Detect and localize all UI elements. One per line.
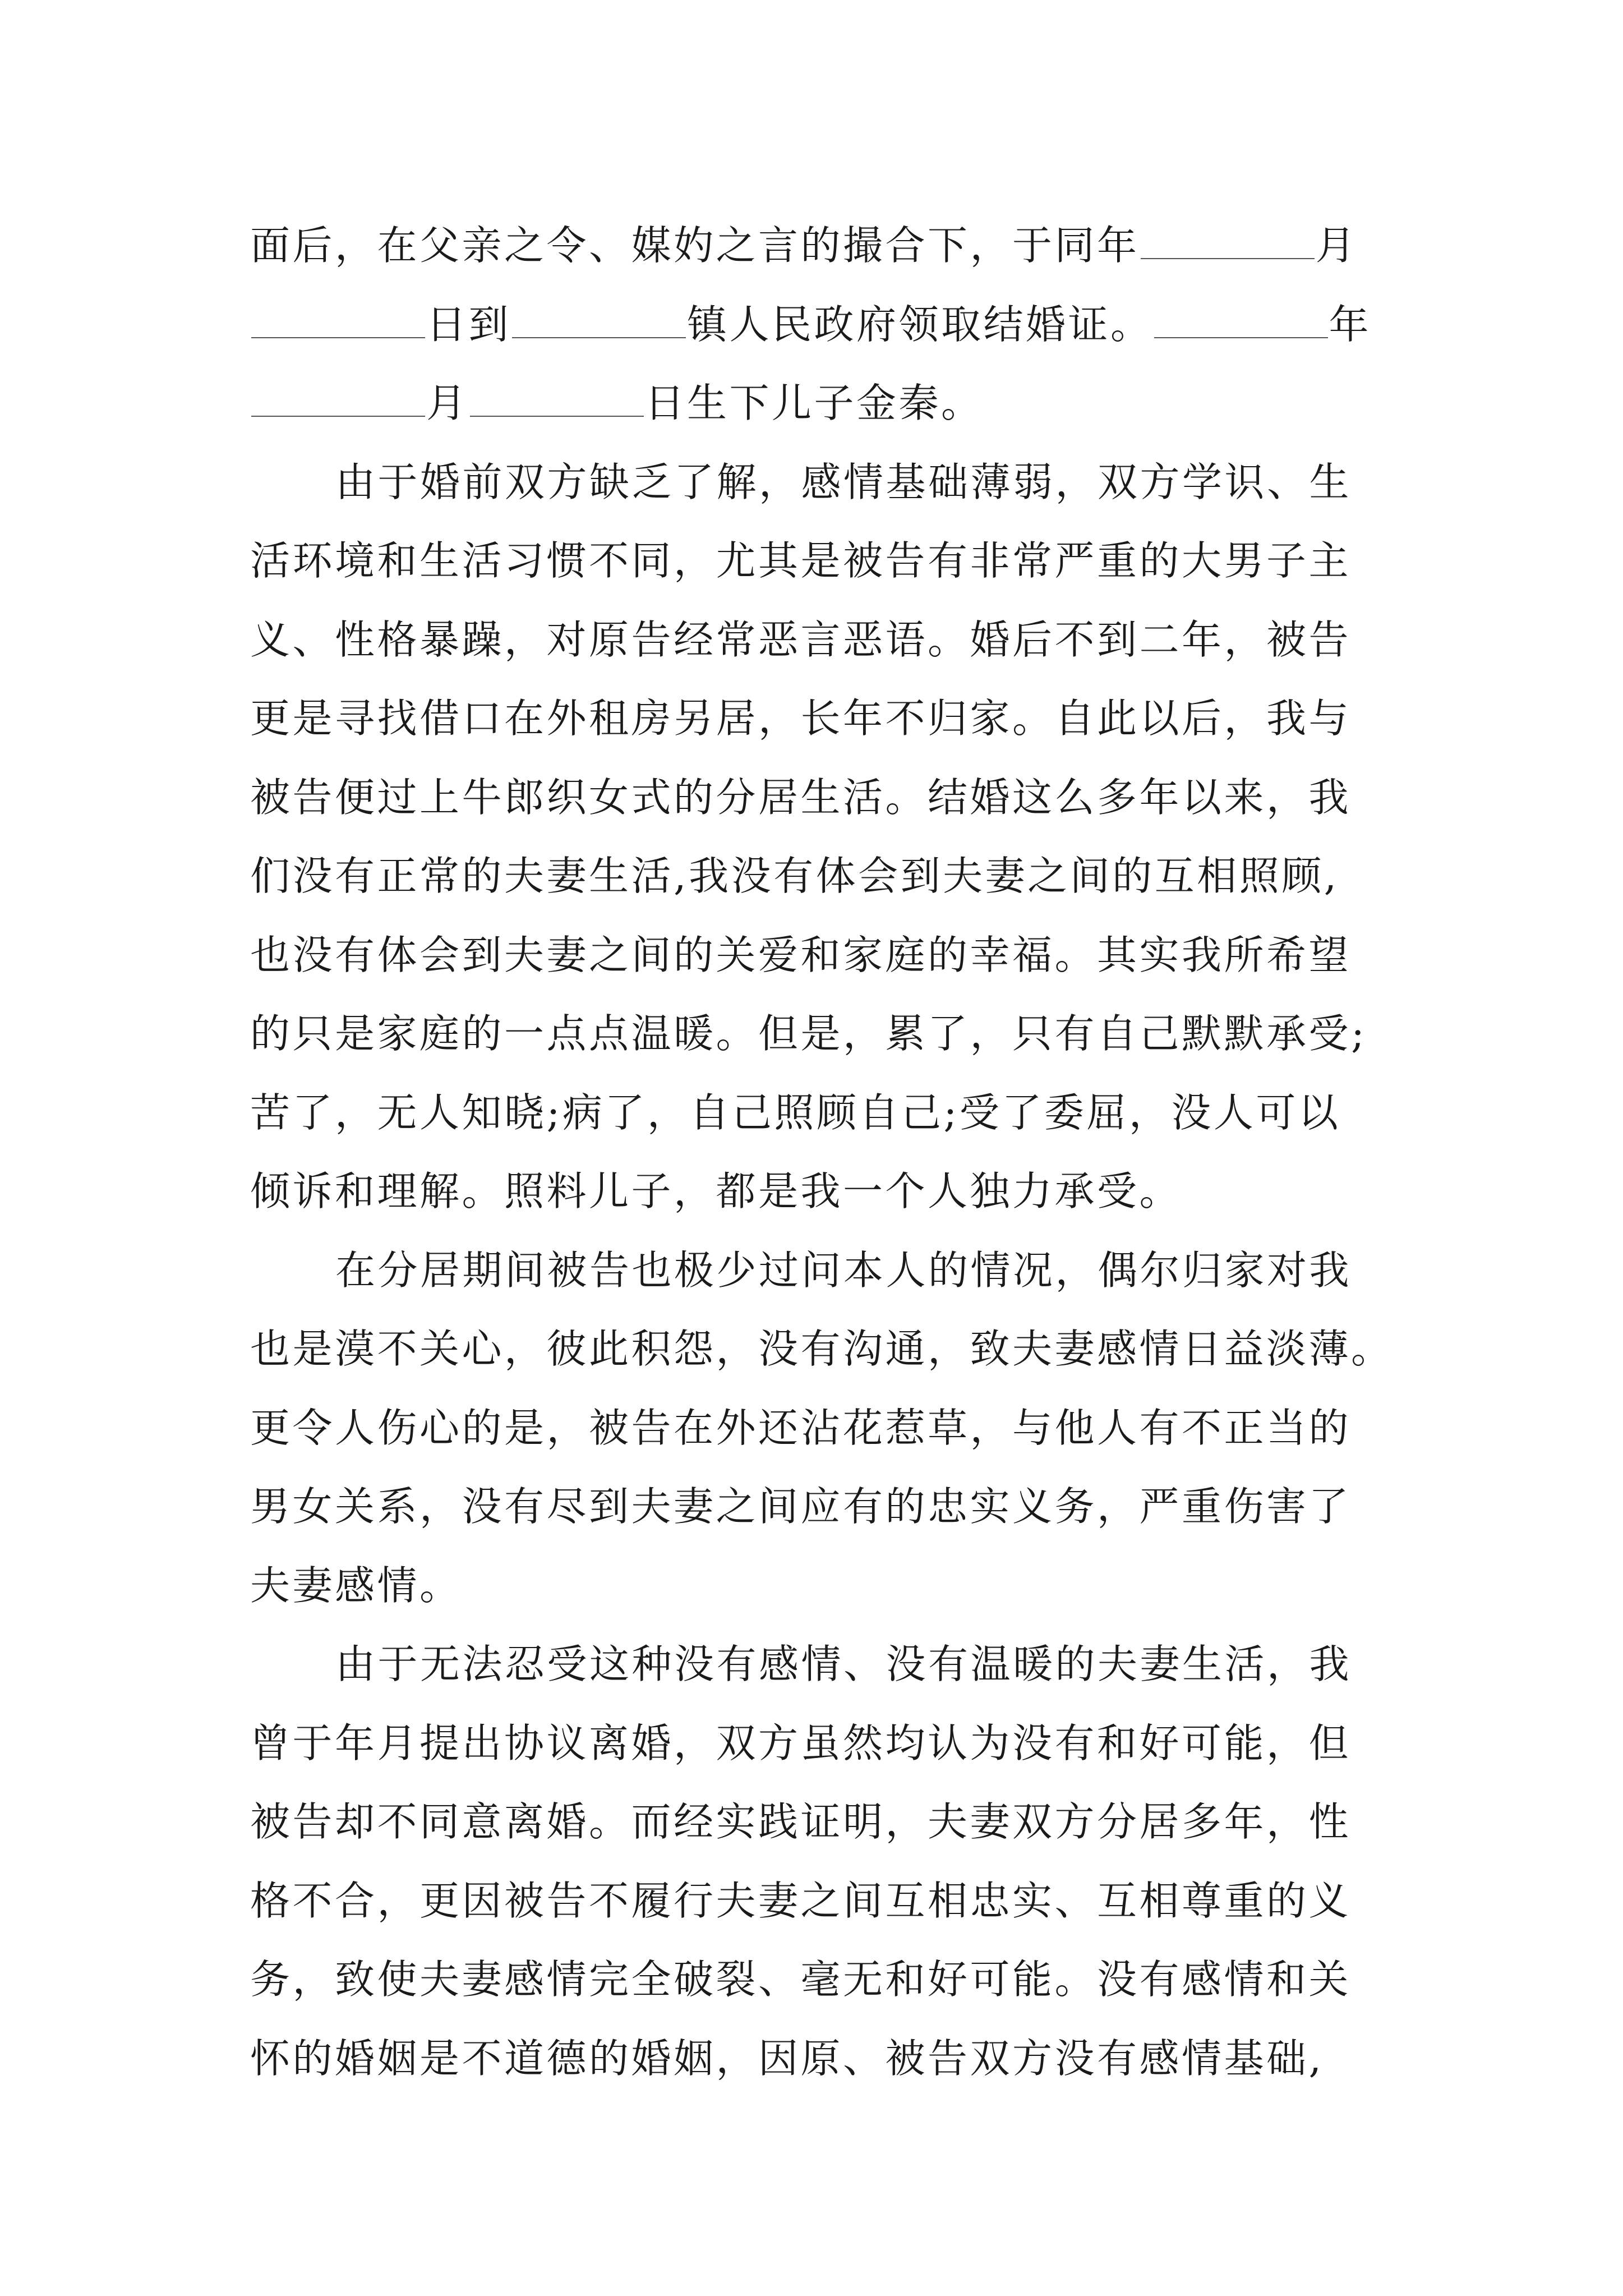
text-segment: 们没有正常的夫妻生活,我没有体会到夫妻之间的互相照顾, <box>250 853 1339 899</box>
text-segment: 夫妻感情。 <box>250 1562 462 1609</box>
text-segment: 由于无法忍受这种没有感情、没有温暖的夫妻生活，我 <box>335 1641 1352 1687</box>
text-line <box>250 206 1389 286</box>
text-segment: 义、性格暴躁，对原告经常恶言恶语。婚后不到二年，被告 <box>250 616 1352 663</box>
text-line <box>250 1547 1389 1626</box>
text-segment: 曾于年月提出协议离婚，双方虽然均认为没有和好可能，但 <box>250 1719 1352 1766</box>
text-line <box>250 364 1389 443</box>
text-segment: 在分居期间被告也极少过问本人的情况，偶尔归家对我 <box>335 1246 1352 1294</box>
text-line <box>250 1074 1389 1153</box>
text-line <box>250 1940 1389 2019</box>
fill-in-blank <box>251 382 425 417</box>
text-line <box>250 837 1389 916</box>
text-line <box>250 679 1389 758</box>
text-segment: 被告却不同意离婚。而经实践证明，夫妻双方分居多年，性 <box>250 1798 1352 1845</box>
text-line <box>250 1152 1389 1231</box>
text-line <box>250 758 1389 838</box>
text-segment: 月 <box>426 380 469 426</box>
text-segment: 的只是家庭的一点点温暖。但是，累了，只有自己默默承受; <box>250 1010 1367 1057</box>
text-line <box>250 522 1389 601</box>
text-line <box>250 2019 1389 2099</box>
text-segment: 年 <box>1329 301 1372 348</box>
text-segment: 更令人伤心的是，被告在外还沾花惹草，与他人有不正当的 <box>250 1404 1352 1451</box>
text-segment: 男女关系，没有尽到夫妻之间应有的忠实义务，严重伤害了 <box>250 1483 1352 1530</box>
text-segment: 倾诉和理解。照料儿子，都是我一个人独力承受。 <box>250 1168 1182 1214</box>
fill-in-blank <box>512 303 686 338</box>
text-line <box>250 1625 1389 1704</box>
text-segment: 日生下儿子金秦。 <box>644 380 984 426</box>
text-line <box>250 1704 1389 1783</box>
text-segment: 镇人民政府领取结婚证。 <box>687 301 1153 348</box>
fill-in-blank <box>470 382 644 417</box>
text-segment: 面后，在父亲之令、媒妁之言的撮合下，于同年 <box>250 222 1140 269</box>
text-segment: 活环境和生活习惯不同，尤其是被告有非常严重的大男子主 <box>250 537 1352 584</box>
fill-in-blank <box>1154 303 1328 338</box>
text-line <box>250 443 1389 522</box>
text-segment: 格不合，更因被告不履行夫妻之间互相忠实、互相尊重的义 <box>250 1877 1352 1924</box>
text-line <box>250 1467 1389 1547</box>
text-segment: 务，致使夫妻感情完全破裂、毫无和好可能。没有感情和关 <box>250 1956 1352 2003</box>
text-line <box>250 1862 1389 1941</box>
text-segment: 更是寻找借口在外租房另居，长年不归家。自此以后，我与 <box>250 695 1352 742</box>
text-line <box>250 916 1389 995</box>
text-segment: 日到 <box>426 301 511 348</box>
text-line <box>250 1310 1394 1389</box>
text-line <box>250 995 1389 1074</box>
text-segment: 由于婚前双方缺乏了解，感情基础薄弱，双方学识、生 <box>335 458 1352 505</box>
text-segment: 怀的婚姻是不道德的婚姻，因原、被告双方没有感情基础, <box>250 2035 1324 2082</box>
text-line <box>250 286 1389 365</box>
text-segment: 被告便过上牛郎织女式的分居生活。结婚这么多年以来，我 <box>250 774 1352 821</box>
fill-in-blank <box>1141 224 1315 259</box>
text-segment: 也没有体会到夫妻之间的关爱和家庭的幸福。其实我所希望 <box>250 931 1352 978</box>
text-line <box>250 1783 1389 1862</box>
text-segment: 也是漠不关心，彼此积怨，没有沟通，致夫妻感情日益淡薄。 <box>250 1326 1394 1372</box>
text-segment: 苦了，无人知晓;病了，自己照顾自己;受了委屈，没人可以 <box>250 1089 1341 1136</box>
text-line <box>250 1389 1389 1468</box>
text-line <box>250 1231 1389 1310</box>
document-body <box>250 206 1394 2098</box>
fill-in-blank <box>251 303 425 338</box>
text-segment: 月 <box>1315 222 1358 269</box>
text-line <box>250 601 1389 680</box>
